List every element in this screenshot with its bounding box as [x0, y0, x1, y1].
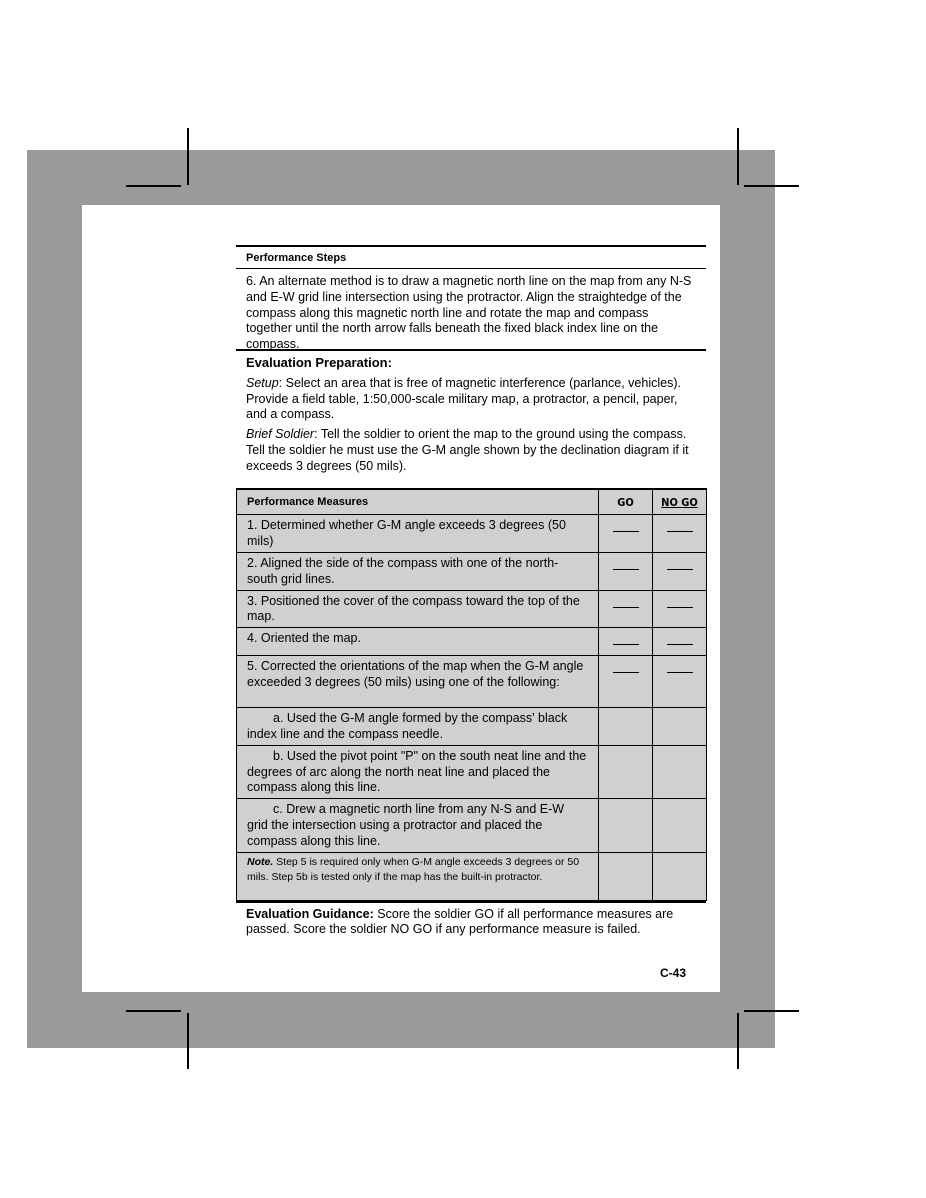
table-row: [237, 628, 707, 656]
nogo-header: NO GO: [653, 489, 707, 515]
go-blank: [599, 656, 653, 708]
performance-steps-header: Performance Steps: [236, 247, 706, 269]
table-row: [237, 515, 707, 553]
setup-text: : Select an area that is free of magnetic interference (parlance, vehicles). Provide a field table, 1:50,000-scale military map, a protractor, a pencil, paper, and a compass.: [246, 375, 681, 422]
go-cell: [599, 799, 653, 852]
evaluation-guidance-label: Evaluation Guidance:: [246, 906, 374, 921]
nogo-blank: [653, 552, 707, 590]
nogo-blank: [653, 628, 707, 656]
performance-measures-table: [236, 488, 707, 901]
go-blank: [599, 552, 653, 590]
crop-mark: [737, 1013, 739, 1069]
step-6-text: 6. An alternate method is to draw a magnetic north line on the map from any N-S and E-W grid line intersection using the protractor. Align the straightedge of the compass along this magnetic north line and rotate the map and compass together until the north arrow falls beneath the fixed black index line on the compass.: [246, 274, 692, 352]
nogo-blank: [653, 656, 707, 708]
go-cell: [599, 745, 653, 798]
table-header-row: [237, 489, 707, 515]
table-row: [237, 799, 707, 852]
measure-text: 3. Positioned the cover of the compass toward the top of the map.: [237, 590, 599, 628]
crop-mark: [126, 1010, 181, 1012]
measure-subitem: [237, 708, 599, 746]
go-header: GO: [599, 489, 653, 515]
table-row: [237, 552, 707, 590]
setup-label: Setup: [246, 375, 279, 390]
document-content: [236, 245, 706, 938]
nogo-blank: [653, 590, 707, 628]
go-blank: [599, 628, 653, 656]
nogo-cell: [653, 799, 707, 852]
table-row: [237, 656, 707, 708]
measure-text: 1. Determined whether G-M angle exceeds 3 degrees (50 mils): [237, 515, 599, 553]
crop-mark: [126, 185, 181, 187]
note-label: Note.: [247, 855, 274, 868]
evaluation-guidance: [236, 901, 706, 939]
measure-text: 4. Oriented the map.: [237, 628, 599, 656]
setup-paragraph: [246, 376, 696, 423]
note-row: [237, 852, 707, 900]
measure-subitem: [237, 799, 599, 852]
table-row: [237, 745, 707, 798]
measure-text: 5. Corrected the orientations of the map when the G-M angle exceeded 3 degrees (50 mils) using one of the following:: [237, 656, 599, 708]
nogo-cell: [653, 708, 707, 746]
measure-text: 2. Aligned the side of the compass with one of the north-south grid lines.: [237, 552, 599, 590]
measure-text: c. Drew a magnetic north line from any N-S and E-W grid the intersection using a protractor and placed the compass along this line.: [247, 802, 565, 848]
go-blank: [599, 515, 653, 553]
measure-text: b. Used the pivot point "P" on the south neat line and the degrees of arc along the north neat line and placed the compass along this line.: [247, 748, 587, 795]
go-cell: [599, 852, 653, 900]
crop-mark: [744, 185, 799, 187]
go-cell: [599, 708, 653, 746]
crop-mark: [744, 1010, 799, 1012]
evaluation-guidance-text: Score the soldier GO if all performance measures are passed. Score the soldier NO GO if any performance measure is failed.: [246, 906, 674, 937]
evaluation-preparation-title: Evaluation Preparation:: [246, 355, 392, 370]
measure-subitem: [237, 745, 599, 798]
page-number: C-43: [660, 966, 687, 980]
nogo-cell: [653, 745, 707, 798]
nogo-blank: [653, 515, 707, 553]
go-blank: [599, 590, 653, 628]
table-row: [237, 708, 707, 746]
note-body: Step 5 is required only when G-M angle exceeds 3 degrees or 50 mils. Step 5b is tested only if the map has the built-in protractor.: [247, 855, 580, 883]
note-text: [237, 852, 599, 900]
crop-mark: [187, 1013, 189, 1069]
nogo-cell: [653, 852, 707, 900]
crop-mark: [187, 128, 189, 185]
brief-soldier-label: Brief Soldier: [246, 427, 315, 442]
evaluation-preparation: [236, 349, 706, 475]
brief-soldier-text: : Tell the soldier to orient the map to the ground using the compass. Tell the soldier he must use the G-M angle shown by the declination diagram if it exceeds 3 degrees (50 mils).: [246, 427, 689, 473]
brief-soldier-paragraph: [246, 427, 696, 474]
crop-mark: [737, 128, 739, 185]
measure-text: a. Used the G-M angle formed by the compass' black index line and the compass needle.: [247, 711, 568, 741]
performance-measures-header: Performance Measures: [237, 489, 599, 515]
table-row: [237, 590, 707, 628]
